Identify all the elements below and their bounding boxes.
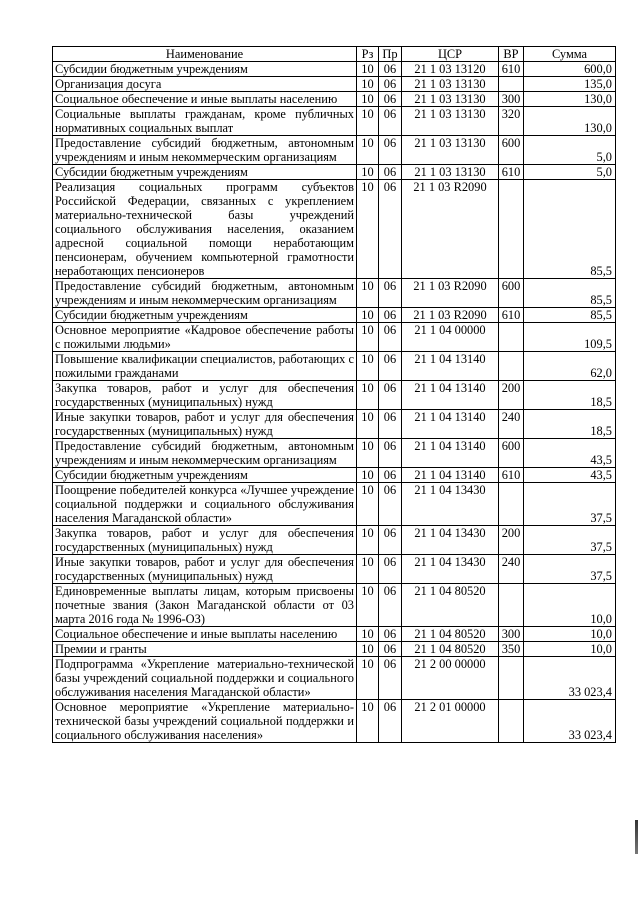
row-csr: 21 1 03 R2090 [402,308,499,323]
row-name: Субсидии бюджетным учреждениям [53,308,357,323]
row-vr [499,700,524,743]
row-pr: 06 [379,584,402,627]
header-rz: Рз [357,47,379,62]
row-pr: 06 [379,77,402,92]
row-name: Единовременные выплаты лицам, которым присвоены почетные звания (Закон Магаданской области от 03 марта 2016 года № 1996-ОЗ) [53,584,357,627]
row-sum: 33 023,4 [524,657,616,700]
header-csr: ЦСР [402,47,499,62]
row-vr [499,352,524,381]
row-name: Социальное обеспечение и иные выплаты населению [53,627,357,642]
row-sum: 85,5 [524,308,616,323]
row-vr: 200 [499,526,524,555]
row-rz: 10 [357,555,379,584]
row-rz: 10 [357,642,379,657]
table-row [53,657,616,700]
row-vr: 600 [499,136,524,165]
row-vr: 200 [499,381,524,410]
row-pr: 06 [379,352,402,381]
row-pr: 06 [379,483,402,526]
row-pr: 06 [379,92,402,107]
row-rz: 10 [357,323,379,352]
row-sum: 130,0 [524,107,616,136]
row-sum: 135,0 [524,77,616,92]
row-csr: 21 1 03 13130 [402,77,499,92]
table-row [53,279,616,308]
table-row [53,555,616,584]
row-csr: 21 1 04 80520 [402,627,499,642]
row-pr: 06 [379,526,402,555]
row-rz: 10 [357,483,379,526]
row-vr [499,657,524,700]
row-sum: 109,5 [524,323,616,352]
row-pr: 06 [379,136,402,165]
row-sum: 43,5 [524,439,616,468]
row-csr: 21 1 04 13140 [402,352,499,381]
table-row [53,483,616,526]
row-sum: 130,0 [524,92,616,107]
row-name: Субсидии бюджетным учреждениям [53,468,357,483]
row-rz: 10 [357,381,379,410]
row-pr: 06 [379,279,402,308]
budget-table-page [52,46,615,743]
row-vr: 610 [499,308,524,323]
row-name: Поощрение победителей конкурса «Лучшее учреждение социальной поддержки и социального обслуживания населения Магаданской области» [53,483,357,526]
row-csr: 21 2 01 00000 [402,700,499,743]
row-vr: 350 [499,642,524,657]
row-pr: 06 [379,165,402,180]
row-name: Организация досуга [53,77,357,92]
row-vr: 610 [499,165,524,180]
table-row [53,700,616,743]
row-vr: 600 [499,279,524,308]
row-csr: 21 2 00 00000 [402,657,499,700]
row-csr: 21 1 03 R2090 [402,279,499,308]
row-rz: 10 [357,308,379,323]
row-rz: 10 [357,352,379,381]
row-name: Предоставление субсидий бюджетным, автономным учреждениям и иным некоммерческим организациям [53,136,357,165]
row-pr: 06 [379,107,402,136]
header-sum: Сумма [524,47,616,62]
row-vr: 300 [499,627,524,642]
row-csr: 21 1 03 13130 [402,107,499,136]
table-row [53,584,616,627]
row-csr: 21 1 04 80520 [402,642,499,657]
row-rz: 10 [357,279,379,308]
row-vr [499,77,524,92]
row-name: Реализация социальных программ субъектов Российской Федерации, связанных с укреплением материально-технической базы учреждений социального обслуживания населения, оказанием адресной социальной помощи неработающим пенсионерам, обучением компьютерной грамотности неработающих пенсионеров [53,180,357,279]
row-name: Закупка товаров, работ и услуг для обеспечения государственных (муниципальных) нужд [53,526,357,555]
row-rz: 10 [357,165,379,180]
row-sum: 37,5 [524,555,616,584]
table-row [53,77,616,92]
row-pr: 06 [379,700,402,743]
row-rz: 10 [357,526,379,555]
row-vr [499,180,524,279]
row-rz: 10 [357,584,379,627]
row-vr: 240 [499,410,524,439]
table-header-row [53,47,616,62]
row-vr [499,483,524,526]
row-csr: 21 1 03 R2090 [402,180,499,279]
row-name: Социальное обеспечение и иные выплаты населению [53,92,357,107]
row-name: Повышение квалификации специалистов, работающих с пожилыми гражданами [53,352,357,381]
row-vr: 320 [499,107,524,136]
row-name: Премии и гранты [53,642,357,657]
row-vr [499,584,524,627]
row-vr [499,323,524,352]
row-pr: 06 [379,180,402,279]
row-csr: 21 1 03 13120 [402,62,499,77]
row-vr: 610 [499,62,524,77]
row-csr: 21 1 04 13430 [402,555,499,584]
row-csr: 21 1 04 13140 [402,381,499,410]
row-sum: 5,0 [524,136,616,165]
row-csr: 21 1 04 80520 [402,584,499,627]
row-rz: 10 [357,627,379,642]
row-vr: 240 [499,555,524,584]
table-row [53,468,616,483]
table-row [53,642,616,657]
row-pr: 06 [379,323,402,352]
header-name: Наименование [53,47,357,62]
row-name: Субсидии бюджетным учреждениям [53,62,357,77]
row-rz: 10 [357,77,379,92]
table-row [53,62,616,77]
row-name: Иные закупки товаров, работ и услуг для обеспечения государственных (муниципальных) нужд [53,555,357,584]
row-name: Субсидии бюджетным учреждениям [53,165,357,180]
row-sum: 10,0 [524,584,616,627]
header-vr: ВР [499,47,524,62]
row-name: Социальные выплаты гражданам, кроме публичных нормативных социальных выплат [53,107,357,136]
row-sum: 10,0 [524,627,616,642]
row-name: Подпрограмма «Укрепление материально-технической базы учреждений социальной поддержки и социального обслуживания населения Магаданской области» [53,657,357,700]
row-sum: 600,0 [524,62,616,77]
row-rz: 10 [357,468,379,483]
row-csr: 21 1 04 13140 [402,439,499,468]
table-row [53,439,616,468]
row-sum: 37,5 [524,526,616,555]
table-row [53,107,616,136]
row-name: Основное мероприятие «Укрепление материально-технической базы учреждений социальной поддержки и социального обслуживания населения» [53,700,357,743]
row-rz: 10 [357,700,379,743]
row-pr: 06 [379,468,402,483]
row-pr: 06 [379,642,402,657]
table-row [53,323,616,352]
table-row [53,526,616,555]
row-rz: 10 [357,107,379,136]
table-row [53,180,616,279]
row-csr: 21 1 03 13130 [402,136,499,165]
row-name: Закупка товаров, работ и услуг для обеспечения государственных (муниципальных) нужд [53,381,357,410]
table-row [53,410,616,439]
row-pr: 06 [379,410,402,439]
row-sum: 5,0 [524,165,616,180]
table-row [53,627,616,642]
row-sum: 18,5 [524,381,616,410]
row-csr: 21 1 04 00000 [402,323,499,352]
row-csr: 21 1 04 13140 [402,410,499,439]
row-pr: 06 [379,62,402,77]
table-row [53,352,616,381]
row-name: Предоставление субсидий бюджетным, автономным учреждениям и иным некоммерческим организациям [53,279,357,308]
row-sum: 85,5 [524,279,616,308]
row-sum: 37,5 [524,483,616,526]
row-sum: 10,0 [524,642,616,657]
row-csr: 21 1 03 13130 [402,92,499,107]
row-rz: 10 [357,136,379,165]
row-pr: 06 [379,308,402,323]
row-name: Основное мероприятие «Кадровое обеспечение работы с пожилыми людьми» [53,323,357,352]
table-row [53,381,616,410]
row-sum: 43,5 [524,468,616,483]
row-rz: 10 [357,657,379,700]
row-pr: 06 [379,381,402,410]
row-pr: 06 [379,627,402,642]
row-rz: 10 [357,92,379,107]
table-row [53,165,616,180]
row-pr: 06 [379,439,402,468]
row-sum: 62,0 [524,352,616,381]
row-csr: 21 1 03 13130 [402,165,499,180]
row-vr: 600 [499,439,524,468]
table-row [53,92,616,107]
row-rz: 10 [357,410,379,439]
row-sum: 85,5 [524,180,616,279]
row-name: Иные закупки товаров, работ и услуг для обеспечения государственных (муниципальных) нужд [53,410,357,439]
header-pr: Пр [379,47,402,62]
row-rz: 10 [357,180,379,279]
row-csr: 21 1 04 13430 [402,483,499,526]
row-pr: 06 [379,555,402,584]
row-vr: 300 [499,92,524,107]
row-pr: 06 [379,657,402,700]
row-rz: 10 [357,439,379,468]
row-sum: 33 023,4 [524,700,616,743]
row-csr: 21 1 04 13430 [402,526,499,555]
table-row [53,136,616,165]
table-row [53,308,616,323]
row-csr: 21 1 04 13140 [402,468,499,483]
scan-edge-mark [635,820,638,854]
row-sum: 18,5 [524,410,616,439]
row-rz: 10 [357,62,379,77]
row-name: Предоставление субсидий бюджетным, автономным учреждениям и иным некоммерческим организациям [53,439,357,468]
row-vr: 610 [499,468,524,483]
budget-table [52,46,616,743]
